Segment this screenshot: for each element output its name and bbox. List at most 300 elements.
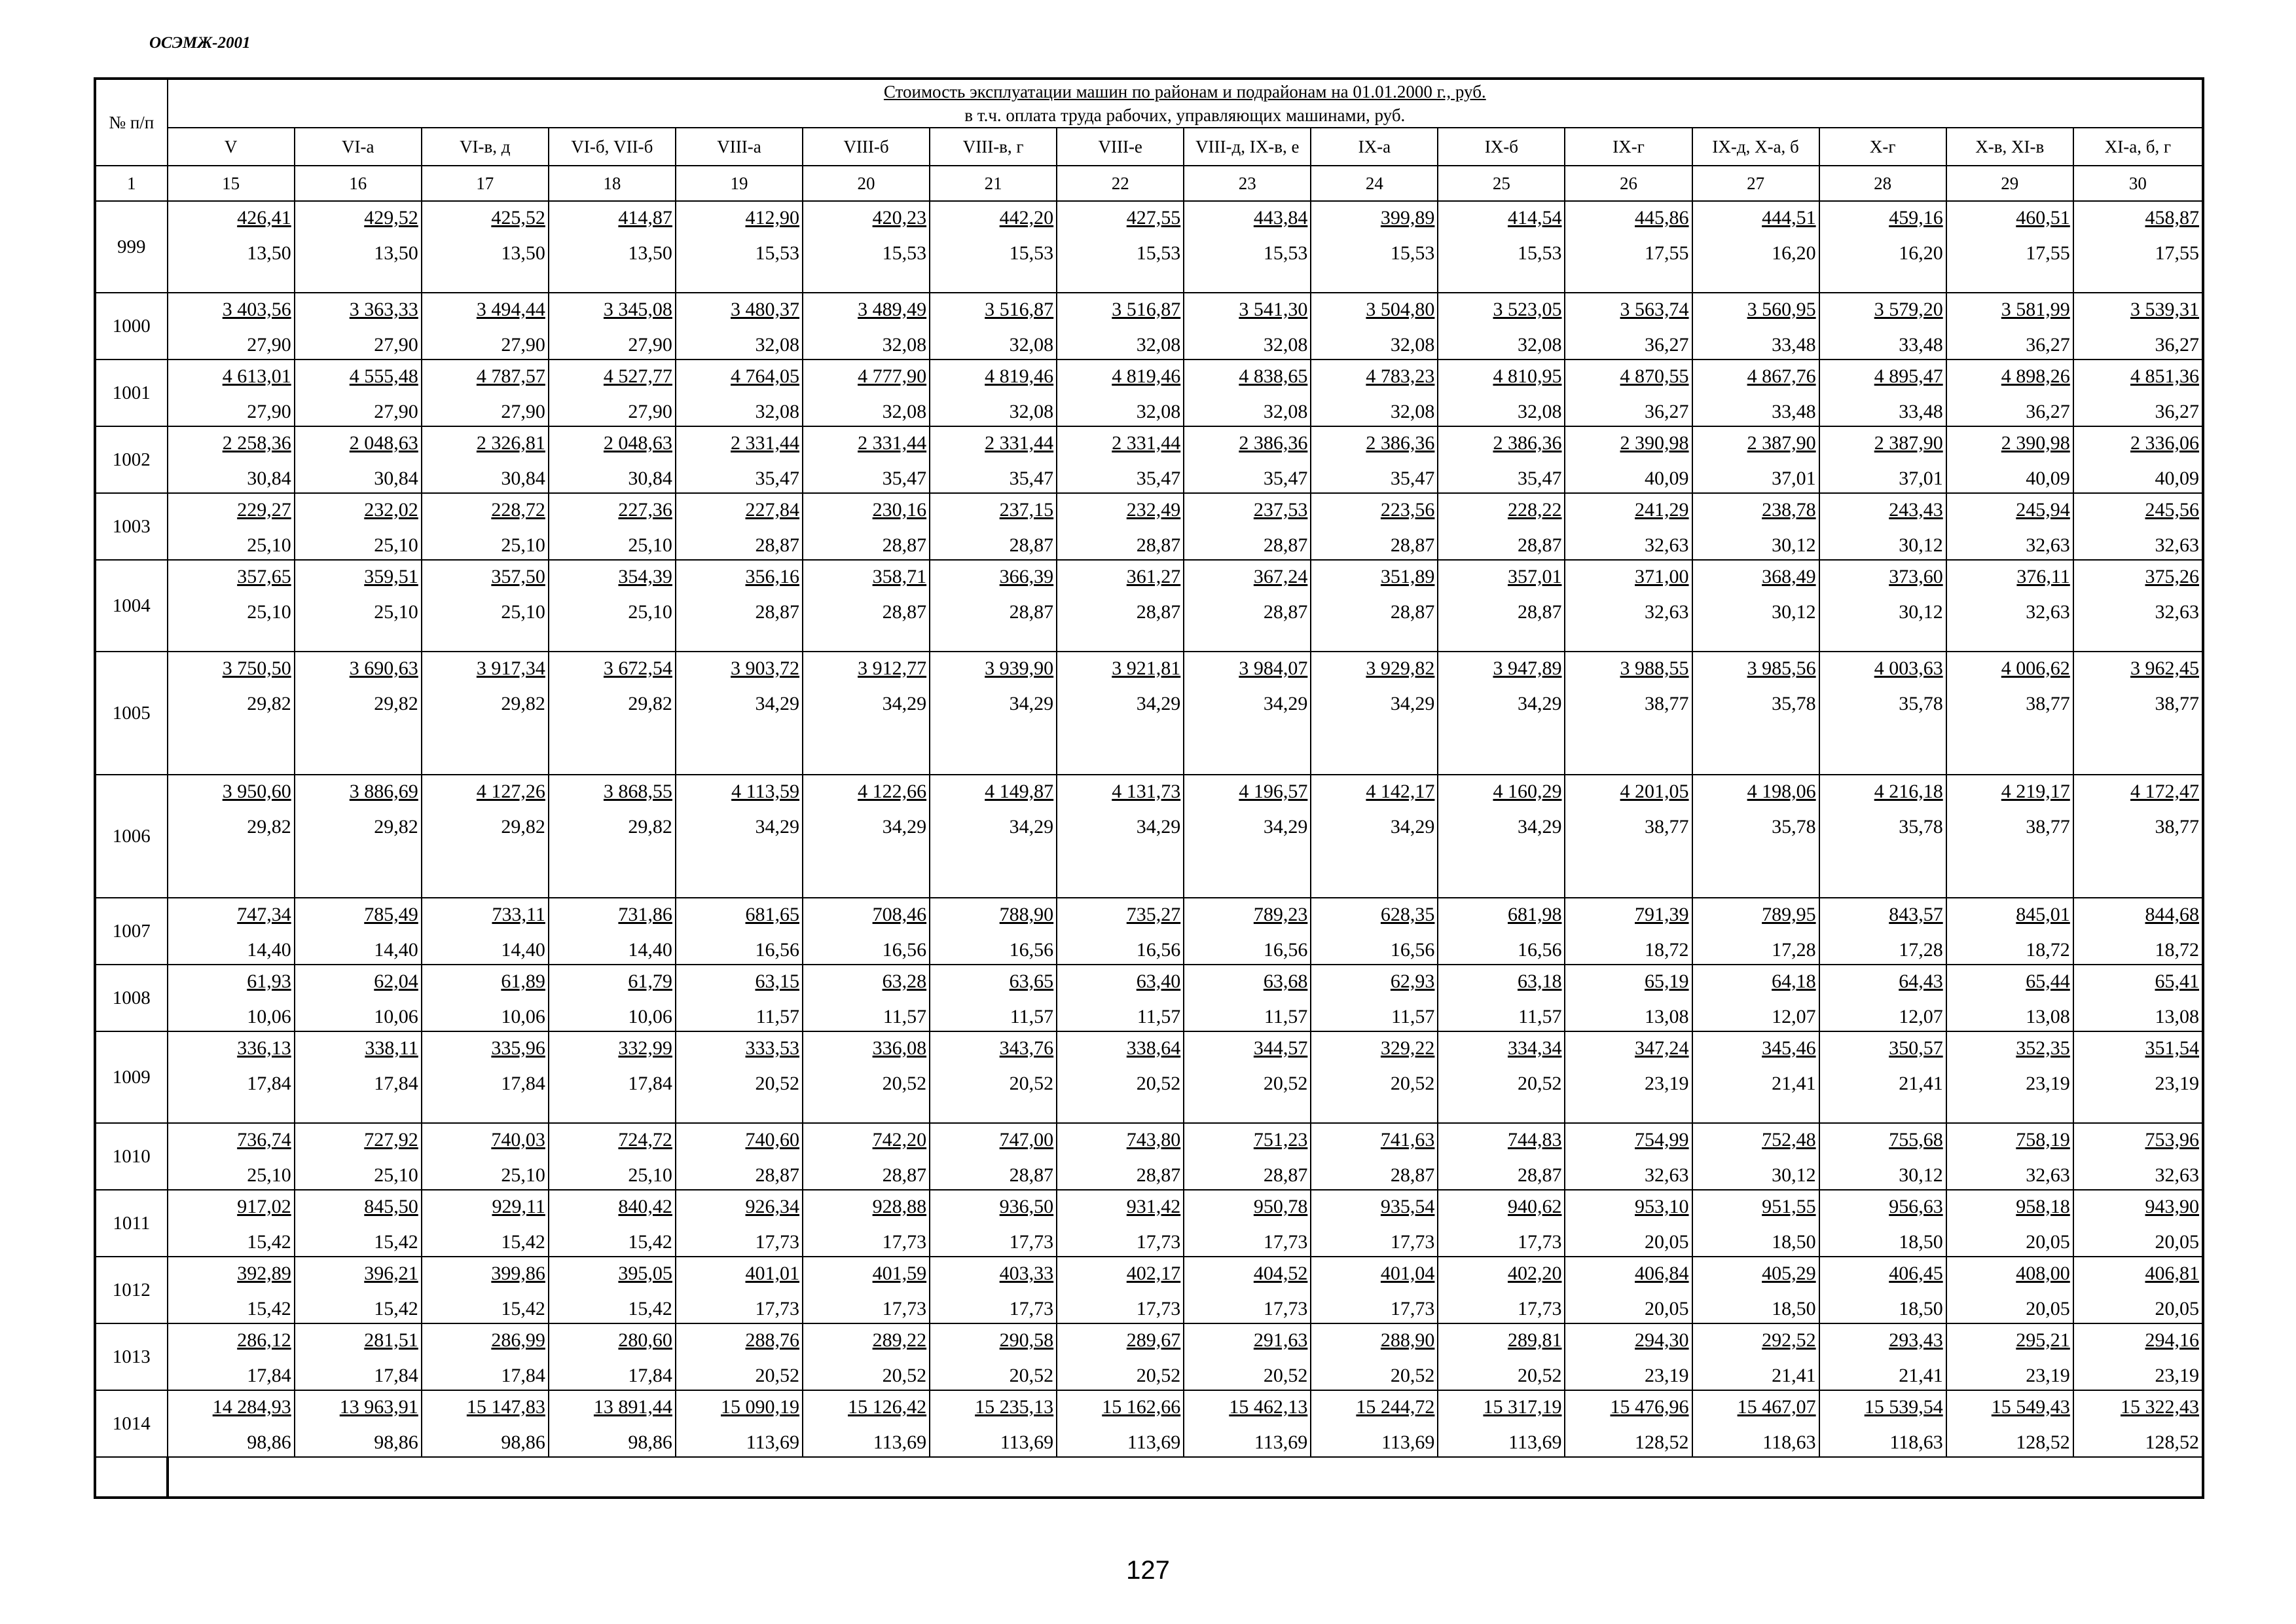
operating-cost-value: 228,22	[1507, 499, 1562, 521]
operating-cost-value: 366,39	[999, 566, 1054, 587]
operating-cost-value: 740,03	[491, 1129, 545, 1151]
operating-cost-value: 931,42	[1126, 1196, 1181, 1217]
empty-cell	[168, 1457, 2203, 1498]
labor-cost-value: 98,86	[247, 1431, 291, 1453]
value-cell	[2073, 201, 2203, 293]
operating-cost-value: 427,55	[1126, 207, 1181, 229]
operating-cost-value: 3 750,50	[222, 657, 291, 679]
operating-cost-value: 15 235,13	[975, 1396, 1054, 1418]
value-cell	[1565, 293, 1692, 360]
labor-cost-value: 35,47	[1390, 468, 1435, 489]
value-cell	[1438, 293, 1565, 360]
operating-cost-value: 3 886,69	[349, 781, 418, 802]
value-cell	[295, 360, 422, 426]
labor-cost-value: 15,53	[882, 242, 927, 264]
labor-cost-value: 14,40	[628, 939, 672, 961]
operating-cost-value: 62,93	[1390, 970, 1435, 992]
operating-cost-value: 753,96	[2145, 1129, 2199, 1151]
labor-cost-value: 113,69	[1381, 1431, 1435, 1453]
value-cell	[930, 201, 1057, 293]
labor-cost-value: 35,47	[1136, 468, 1181, 489]
labor-cost-value: 33,48	[1899, 334, 1943, 356]
labor-cost-value: 12,07	[1899, 1006, 1943, 1027]
value-cell	[930, 293, 1057, 360]
table-row	[95, 1190, 2203, 1257]
value-cell	[168, 560, 295, 652]
table-row	[95, 493, 2203, 560]
operating-cost-value: 290,58	[999, 1329, 1054, 1351]
labor-cost-value: 29,82	[501, 693, 545, 714]
operating-cost-value: 414,87	[618, 207, 672, 229]
row-number: 1000	[95, 293, 168, 360]
table-row	[95, 1257, 2203, 1323]
value-cell	[1819, 293, 1946, 360]
operating-cost-value: 840,42	[618, 1196, 672, 1217]
labor-cost-value: 10,06	[501, 1006, 545, 1027]
labor-cost-value: 17,73	[1263, 1298, 1308, 1320]
labor-cost-value: 10,06	[247, 1006, 291, 1027]
value-cell	[803, 965, 930, 1031]
operating-cost-value: 395,05	[618, 1263, 672, 1284]
value-cell	[1184, 652, 1311, 775]
zone-header: VIII-б	[803, 128, 930, 166]
labor-cost-value: 32,63	[2026, 534, 2070, 556]
operating-cost-value: 940,62	[1507, 1196, 1562, 1217]
labor-cost-value: 28,87	[882, 1164, 927, 1186]
value-cell	[549, 1390, 676, 1457]
value-cell	[676, 293, 803, 360]
operating-cost-value: 399,89	[1380, 207, 1435, 229]
operating-cost-value: 232,49	[1126, 499, 1181, 521]
labor-cost-value: 29,82	[628, 693, 672, 714]
operating-cost-value: 361,27	[1126, 566, 1181, 587]
zone-header: VIII-а	[676, 128, 803, 166]
operating-cost-value: 420,23	[872, 207, 927, 229]
operating-cost-value: 3 921,81	[1112, 657, 1181, 679]
operating-cost-value: 294,16	[2145, 1329, 2199, 1351]
labor-cost-value: 28,87	[1009, 1164, 1054, 1186]
labor-cost-value: 15,42	[374, 1231, 418, 1253]
labor-cost-value: 38,77	[1645, 693, 1689, 714]
table-row	[95, 1031, 2203, 1123]
operating-cost-value: 373,60	[1889, 566, 1943, 587]
labor-cost-value: 20,05	[2155, 1298, 2199, 1320]
value-cell	[168, 652, 295, 775]
labor-cost-value: 38,77	[2155, 816, 2199, 838]
table-row	[95, 652, 2203, 775]
column-index: 27	[1692, 166, 1819, 201]
labor-cost-value: 21,41	[1772, 1365, 1816, 1386]
labor-cost-value: 15,42	[501, 1298, 545, 1320]
labor-cost-value: 27,90	[501, 401, 545, 422]
labor-cost-value: 40,09	[2026, 468, 2070, 489]
labor-cost-value: 15,42	[247, 1231, 291, 1253]
labor-cost-value: 35,78	[1772, 816, 1816, 838]
zone-header: VIII-д, IX-в, е	[1184, 128, 1311, 166]
operating-cost-value: 2 048,63	[603, 432, 672, 454]
labor-cost-value: 13,50	[501, 242, 545, 264]
labor-cost-value: 20,52	[882, 1365, 927, 1386]
table-row	[95, 201, 2203, 293]
labor-cost-value: 32,08	[882, 334, 927, 356]
labor-cost-value: 17,84	[628, 1073, 672, 1094]
operating-cost-value: 375,26	[2145, 566, 2199, 587]
value-cell	[422, 1390, 549, 1457]
operating-cost-value: 2 326,81	[476, 432, 545, 454]
value-cell	[422, 360, 549, 426]
value-cell	[1184, 1390, 1311, 1457]
labor-cost-value: 118,63	[1762, 1431, 1816, 1453]
operating-cost-value: 3 939,90	[985, 657, 1054, 679]
labor-cost-value: 25,10	[628, 601, 672, 623]
value-cell	[1565, 1123, 1692, 1190]
operating-cost-value: 334,34	[1507, 1037, 1562, 1059]
operating-cost-value: 3 988,55	[1620, 657, 1689, 679]
value-cell	[549, 560, 676, 652]
operating-cost-value: 13 891,44	[593, 1396, 672, 1418]
labor-cost-value: 20,52	[1390, 1365, 1435, 1386]
row-number: 999	[95, 201, 168, 293]
labor-cost-value: 11,57	[1137, 1006, 1181, 1027]
value-cell	[676, 1190, 803, 1257]
operating-cost-value: 2 336,06	[2130, 432, 2199, 454]
operating-cost-value: 408,00	[2016, 1263, 2070, 1284]
labor-cost-value: 13,08	[2155, 1006, 2199, 1027]
labor-cost-value: 28,87	[755, 601, 799, 623]
labor-cost-value: 25,10	[501, 534, 545, 556]
labor-cost-value: 13,08	[2026, 1006, 2070, 1027]
operating-cost-value: 845,50	[364, 1196, 418, 1217]
value-cell	[930, 965, 1057, 1031]
table-row	[95, 426, 2203, 493]
value-cell	[1438, 1031, 1565, 1123]
labor-cost-value: 32,63	[2155, 1164, 2199, 1186]
value-cell	[676, 1257, 803, 1323]
labor-cost-value: 27,90	[628, 401, 672, 422]
operating-cost-value: 4 196,57	[1239, 781, 1308, 802]
labor-cost-value: 113,69	[746, 1431, 799, 1453]
labor-cost-value: 38,77	[2026, 693, 2070, 714]
value-cell	[1438, 1257, 1565, 1323]
value-cell	[1184, 293, 1311, 360]
operating-cost-value: 735,27	[1126, 904, 1181, 925]
value-cell	[295, 493, 422, 560]
row-number: 1010	[95, 1123, 168, 1190]
labor-cost-value: 20,52	[882, 1073, 927, 1094]
operating-cost-value: 4 838,65	[1239, 365, 1308, 387]
operating-cost-value: 4 819,46	[985, 365, 1054, 387]
operating-cost-value: 4 555,48	[349, 365, 418, 387]
operating-cost-value: 65,19	[1645, 970, 1689, 992]
operating-cost-value: 4 216,18	[1874, 781, 1943, 802]
value-cell	[549, 965, 676, 1031]
operating-cost-value: 956,63	[1889, 1196, 1943, 1217]
empty-row	[95, 1457, 2203, 1498]
operating-cost-value: 3 985,56	[1747, 657, 1816, 679]
value-cell	[1311, 652, 1438, 775]
labor-cost-value: 37,01	[1772, 468, 1816, 489]
column-index: 23	[1184, 166, 1311, 201]
value-cell	[295, 560, 422, 652]
value-cell	[803, 1390, 930, 1457]
operating-cost-value: 15 147,83	[466, 1396, 545, 1418]
labor-cost-value: 13,08	[1645, 1006, 1689, 1027]
operating-cost-value: 4 787,57	[476, 365, 545, 387]
value-cell	[1565, 1257, 1692, 1323]
labor-cost-value: 29,82	[374, 693, 418, 714]
labor-cost-value: 28,87	[1517, 601, 1562, 623]
labor-cost-value: 23,19	[2026, 1365, 2070, 1386]
value-cell	[168, 898, 295, 965]
value-cell	[1692, 493, 1819, 560]
operating-cost-value: 4 219,17	[2001, 781, 2070, 802]
page-number: 127	[1126, 1556, 1170, 1585]
operating-cost-value: 2 258,36	[222, 432, 291, 454]
value-cell	[1438, 1190, 1565, 1257]
labor-cost-value: 28,87	[1263, 534, 1308, 556]
value-cell	[2073, 493, 2203, 560]
labor-cost-value: 13,50	[374, 242, 418, 264]
labor-cost-value: 118,63	[1889, 1431, 1943, 1453]
operating-cost-value: 443,84	[1253, 207, 1308, 229]
labor-cost-value: 17,73	[1390, 1298, 1435, 1320]
value-cell	[168, 493, 295, 560]
operating-cost-value: 354,39	[618, 566, 672, 587]
operating-cost-value: 404,52	[1253, 1263, 1308, 1284]
operating-cost-value: 4 160,29	[1493, 781, 1562, 802]
value-cell	[422, 775, 549, 898]
operating-cost-value: 758,19	[2016, 1129, 2070, 1151]
zone-header: IX-г	[1565, 128, 1692, 166]
labor-cost-value: 98,86	[374, 1431, 418, 1453]
labor-cost-value: 18,72	[2155, 939, 2199, 961]
labor-cost-value: 32,63	[2155, 601, 2199, 623]
value-cell	[930, 1323, 1057, 1390]
zone-header: VI-а	[295, 128, 422, 166]
labor-cost-value: 25,10	[501, 1164, 545, 1186]
row-number: 1012	[95, 1257, 168, 1323]
value-cell	[1057, 560, 1184, 652]
labor-cost-value: 23,19	[2026, 1073, 2070, 1094]
document-code: ОСЭМЖ-2001	[149, 34, 251, 52]
value-cell	[1184, 1031, 1311, 1123]
operating-cost-value: 63,65	[1009, 970, 1054, 992]
labor-cost-value: 32,08	[1009, 334, 1054, 356]
labor-cost-value: 17,55	[1645, 242, 1689, 264]
table-body	[95, 201, 2203, 1498]
operating-cost-value: 406,45	[1889, 1263, 1943, 1284]
labor-cost-value: 128,52	[1635, 1431, 1689, 1453]
operating-cost-value: 15 549,43	[1991, 1396, 2070, 1418]
operating-cost-value: 401,01	[745, 1263, 799, 1284]
operating-cost-value: 288,90	[1380, 1329, 1435, 1351]
value-cell	[1057, 1257, 1184, 1323]
value-cell	[168, 775, 295, 898]
value-cell	[1184, 1257, 1311, 1323]
operating-cost-value: 708,46	[872, 904, 927, 925]
labor-cost-value: 30,12	[1899, 1164, 1943, 1186]
value-cell	[549, 652, 676, 775]
column-index: 22	[1057, 166, 1184, 201]
operating-cost-value: 350,57	[1889, 1037, 1943, 1059]
operating-cost-value: 227,84	[745, 499, 799, 521]
value-cell	[422, 201, 549, 293]
value-cell	[1565, 493, 1692, 560]
value-cell	[676, 1323, 803, 1390]
labor-cost-value: 17,73	[1136, 1231, 1181, 1253]
labor-cost-value: 18,72	[2026, 939, 2070, 961]
operating-cost-value: 2 331,44	[731, 432, 799, 454]
operating-cost-value: 3 541,30	[1239, 299, 1308, 320]
value-cell	[1184, 201, 1311, 293]
table-row	[95, 1323, 2203, 1390]
labor-cost-value: 34,29	[755, 816, 799, 838]
labor-cost-value: 15,53	[755, 242, 799, 264]
value-cell	[1057, 1123, 1184, 1190]
labor-cost-value: 36,27	[1645, 334, 1689, 356]
value-cell	[295, 1123, 422, 1190]
operating-cost-value: 3 480,37	[731, 299, 799, 320]
operating-cost-value: 344,57	[1253, 1037, 1308, 1059]
labor-cost-value: 34,29	[1009, 693, 1054, 714]
labor-cost-value: 38,77	[2155, 693, 2199, 714]
table-title	[168, 79, 2203, 128]
operating-cost-value: 731,86	[618, 904, 672, 925]
value-cell	[930, 493, 1057, 560]
value-cell	[803, 652, 930, 775]
labor-cost-value: 28,87	[1390, 601, 1435, 623]
operating-cost-value: 3 984,07	[1239, 657, 1308, 679]
operating-cost-value: 3 539,31	[2130, 299, 2199, 320]
value-cell	[1946, 1257, 2073, 1323]
operating-cost-value: 4 006,62	[2001, 657, 2070, 679]
operating-cost-value: 950,78	[1253, 1196, 1308, 1217]
operating-cost-value: 4 851,36	[2130, 365, 2199, 387]
labor-cost-value: 35,78	[1899, 816, 1943, 838]
operating-cost-value: 3 516,87	[1112, 299, 1181, 320]
labor-cost-value: 32,63	[2155, 534, 2199, 556]
labor-cost-value: 17,73	[882, 1231, 927, 1253]
value-cell	[1692, 1190, 1819, 1257]
operating-cost-value: 351,89	[1380, 566, 1435, 587]
value-cell	[549, 1257, 676, 1323]
operating-cost-value: 2 387,90	[1747, 432, 1816, 454]
operating-cost-value: 4 527,77	[603, 365, 672, 387]
labor-cost-value: 36,27	[2155, 334, 2199, 356]
row-number: 1014	[95, 1390, 168, 1457]
labor-cost-value: 17,73	[1009, 1298, 1054, 1320]
labor-cost-value: 98,86	[501, 1431, 545, 1453]
value-cell	[930, 898, 1057, 965]
labor-cost-value: 23,19	[1645, 1365, 1689, 1386]
table-row	[95, 360, 2203, 426]
labor-cost-value: 11,57	[756, 1006, 799, 1027]
operating-cost-value: 3 516,87	[985, 299, 1054, 320]
operating-cost-value: 4 898,26	[2001, 365, 2070, 387]
operating-cost-value: 4 172,47	[2130, 781, 2199, 802]
table-row	[95, 965, 2203, 1031]
value-cell	[1819, 898, 1946, 965]
operating-cost-value: 402,17	[1126, 1263, 1181, 1284]
zone-header: IX-а	[1311, 128, 1438, 166]
value-cell	[1057, 493, 1184, 560]
labor-cost-value: 28,87	[1390, 1164, 1435, 1186]
operating-cost-value: 442,20	[999, 207, 1054, 229]
value-cell	[676, 493, 803, 560]
value-cell	[930, 1190, 1057, 1257]
value-cell	[676, 1031, 803, 1123]
table-title-line2: в т.ч. оплата труда рабочих, управляющих машинами, руб.	[964, 105, 1406, 125]
labor-cost-value: 20,05	[2026, 1298, 2070, 1320]
operating-cost-value: 15 317,19	[1483, 1396, 1562, 1418]
value-cell	[930, 652, 1057, 775]
labor-cost-value: 27,90	[247, 334, 291, 356]
value-cell	[549, 360, 676, 426]
value-cell	[1057, 293, 1184, 360]
labor-cost-value: 11,57	[1264, 1006, 1308, 1027]
operating-cost-value: 15 476,96	[1610, 1396, 1689, 1418]
labor-cost-value: 11,57	[1391, 1006, 1435, 1027]
labor-cost-value: 34,29	[1390, 816, 1435, 838]
column-index: 24	[1311, 166, 1438, 201]
operating-cost-value: 237,53	[1253, 499, 1308, 521]
labor-cost-value: 17,84	[628, 1365, 672, 1386]
value-cell	[1819, 1190, 1946, 1257]
labor-cost-value: 98,86	[628, 1431, 672, 1453]
value-cell	[1184, 426, 1311, 493]
labor-cost-value: 17,73	[755, 1298, 799, 1320]
zone-header: X-г	[1819, 128, 1946, 166]
operating-cost-value: 61,93	[247, 970, 291, 992]
labor-cost-value: 35,78	[1899, 693, 1943, 714]
value-cell	[422, 493, 549, 560]
labor-cost-value: 18,50	[1899, 1298, 1943, 1320]
operating-cost-value: 843,57	[1889, 904, 1943, 925]
labor-cost-value: 32,63	[2026, 601, 2070, 623]
operating-cost-value: 4 613,01	[222, 365, 291, 387]
value-cell	[1819, 426, 1946, 493]
column-index: 28	[1819, 166, 1946, 201]
operating-cost-value: 333,53	[745, 1037, 799, 1059]
labor-cost-value: 25,10	[501, 601, 545, 623]
labor-cost-value: 17,73	[1517, 1231, 1562, 1253]
value-cell	[1184, 360, 1311, 426]
labor-cost-value: 16,56	[1517, 939, 1562, 961]
value-cell	[1311, 775, 1438, 898]
operating-cost-value: 63,18	[1517, 970, 1562, 992]
column-index: 25	[1438, 166, 1565, 201]
labor-cost-value: 23,19	[2155, 1365, 2199, 1386]
value-cell	[1692, 1323, 1819, 1390]
operating-cost-value: 4 113,59	[731, 781, 799, 802]
value-cell	[1311, 1123, 1438, 1190]
value-cell	[2073, 360, 2203, 426]
operating-cost-value: 291,63	[1253, 1329, 1308, 1351]
zone-header: VI-в, д	[422, 128, 549, 166]
value-cell	[2073, 560, 2203, 652]
labor-cost-value: 28,87	[882, 601, 927, 623]
operating-cost-value: 230,16	[872, 499, 927, 521]
value-cell	[1819, 360, 1946, 426]
value-cell	[2073, 965, 2203, 1031]
value-cell	[1692, 201, 1819, 293]
value-cell	[1565, 965, 1692, 1031]
labor-cost-value: 15,42	[628, 1298, 672, 1320]
labor-cost-value: 28,87	[1390, 534, 1435, 556]
value-cell	[549, 898, 676, 965]
empty-cell	[95, 1457, 168, 1498]
operating-cost-value: 335,96	[491, 1037, 545, 1059]
